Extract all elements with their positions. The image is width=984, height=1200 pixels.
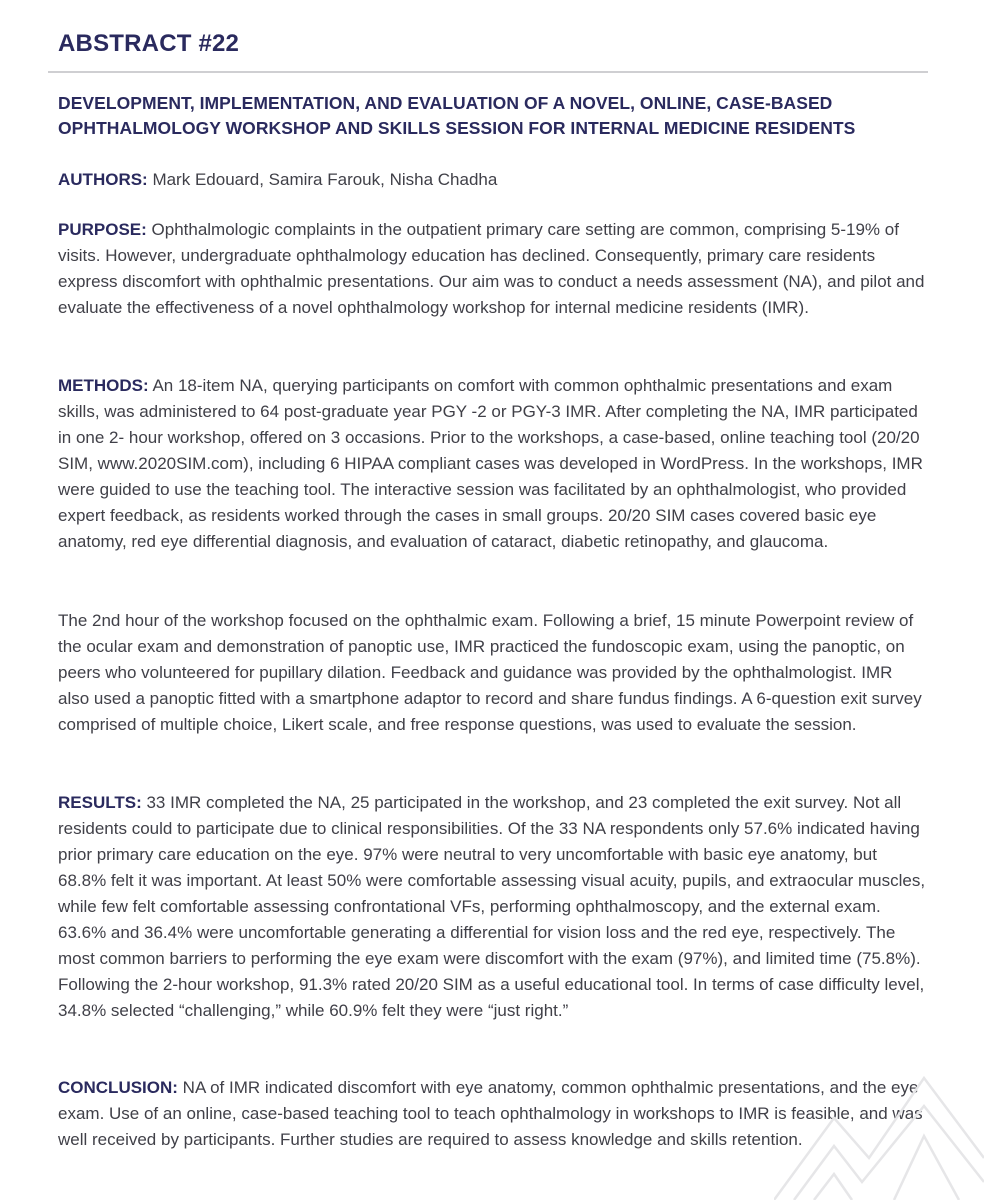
- methods-label: METHODS:: [58, 376, 149, 395]
- abstract-title: [58, 91, 938, 141]
- conclusion-label: CONCLUSION:: [58, 1078, 178, 1097]
- purpose-text: Ophthalmologic complaints in the outpatient primary care setting are common, comprising 5-19% of visits. However, undergraduate ophthalmology education has declined. Consequently, primary care residents express discomfort with ophthalmic presentations. Our aim was to conduct a needs assessment (NA), and pilot and evaluate the effectiveness of a novel ophthalmology workshop for internal medicine residents (IMR).: [58, 220, 925, 317]
- authors-text: Mark Edouard, Samira Farouk, Nisha Chadha: [147, 170, 498, 189]
- purpose-paragraph: [58, 217, 928, 321]
- results-paragraph: [58, 790, 928, 1024]
- abstract-number-heading: ABSTRACT #22: [58, 30, 240, 57]
- authors-label: AUTHORS:: [58, 170, 148, 189]
- methods-second-paragraph: The 2nd hour of the workshop focused on the ophthalmic exam. Following a brief, 15 minute Powerpoint review of the ocular exam and demonstration of panoptic use, IMR practiced the fundoscopic exam, using the panoptic, on peers who volunteered for pupillary dilation. Feedback and guidance was provided by the ophthalmologist. IMR also used a panoptic fitted with a smartphone adaptor to record and share fundus findings. A 6-question exit survey comprised of multiple choice, Likert scale, and free response questions, was used to evaluate the session.: [58, 611, 922, 734]
- header-divider: [48, 71, 928, 73]
- mountain-outline-icon: [774, 1040, 984, 1200]
- authors-paragraph: [58, 167, 928, 193]
- methods-text: An 18-item NA, querying participants on comfort with common ophthalmic presentations and exam skills, was administered to 64 post-graduate year PGY -2 or PGY-3 IMR. After completing the NA, IMR participated in one 2- hour workshop, offered on 3 occasions. Prior to the workshops, a case-based, online teaching tool (20/20 SIM, www.2020SIM.com), including 6 HIPAA compliant cases was developed in WordPress. In the workshops, IMR were guided to use the teaching tool. The interactive session was facilitated by an ophthalmologist, who provided expert feedback, as residents worked through the cases in small groups. 20/20 SIM cases covered basic eye anatomy, red eye differential diagnosis, and evaluation of cataract, diabetic retinopathy, and glaucoma.: [58, 376, 923, 551]
- methods-paragraph: [58, 373, 928, 555]
- results-label: RESULTS:: [58, 793, 142, 812]
- results-text: 33 IMR completed the NA, 25 participated in the workshop, and 23 completed the exit survey. Not all residents could to participate due to clinical responsibilities. Of the 33 NA respondents only 57.6% indicated having prior primary care education on the eye. 97% were neutral to very uncomfortable with basic eye anatomy, but 68.8% felt it was important. At least 50% were comfortable assessing visual acuity, pupils, and extraocular muscles, while few felt comfortable assessing confrontational VFs, performing ophthalmoscopy, and the external exam. 63.6% and 36.4% were uncomfortable generating a differential for vision loss and the red eye, respectively. The most common barriers to performing the eye exam were discomfort with the exam (97%), and limited time (75.8%). Following the 2-hour workshop, 91.3% rated 20/20 SIM as a useful educational tool. In terms of case difficulty level, 34.8% selected “challenging,” while 60.9% felt they were “just right.”: [58, 793, 926, 1020]
- abstract-title-line-2: OPHTHALMOLOGY WORKSHOP AND SKILLS SESSION FOR INTERNAL MEDICINE RESIDENTS: [58, 118, 856, 138]
- conclusion-text: NA of IMR indicated discomfort with eye anatomy, common ophthalmic presentations, and the eye exam. Use of an online, case-based teaching tool to teach ophthalmology in workshops to IMR is feasible, and was well received by participants. Further studies are required to assess knowledge and skills retention.: [58, 1078, 923, 1149]
- abstract-title-line-1: DEVELOPMENT, IMPLEMENTATION, AND EVALUATION OF A NOVEL, ONLINE, CASE-BASED: [58, 93, 833, 113]
- purpose-label: PURPOSE:: [58, 220, 147, 239]
